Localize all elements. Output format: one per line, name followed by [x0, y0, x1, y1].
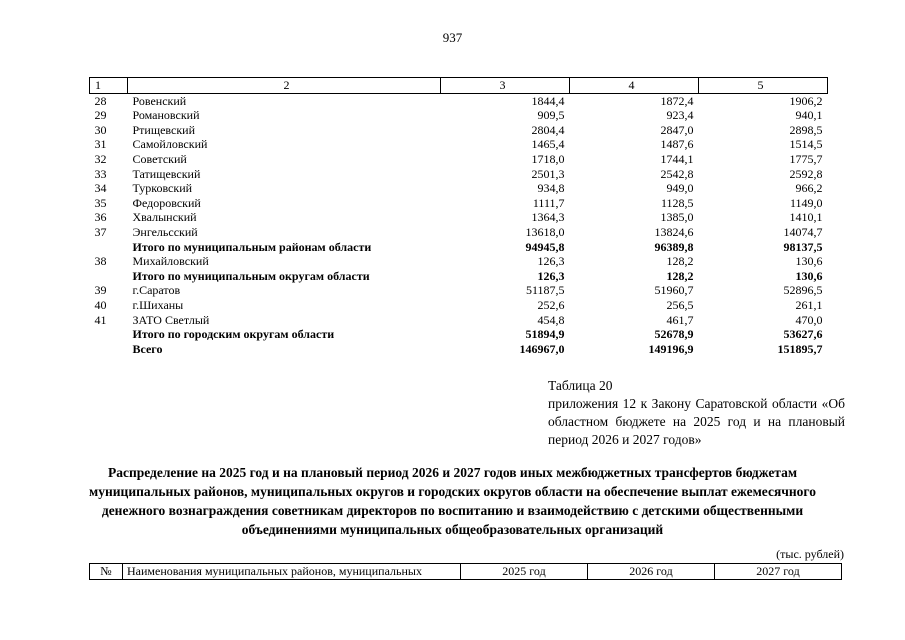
row-number: 34 — [94, 181, 107, 196]
value-2027: 14074,7 — [783, 224, 823, 239]
table-header-row — [90, 78, 828, 94]
col-2027-header: 2027 год — [715, 564, 842, 580]
value-2027: 52896,5 — [783, 283, 823, 298]
value-2026: 1128,5 — [660, 195, 694, 210]
row-name: Ртищевский — [132, 122, 196, 137]
row-number: 33 — [94, 166, 107, 181]
row-name: Турковский — [132, 181, 193, 196]
row-name: г.Саратов — [132, 283, 181, 298]
value-2026: 461,7 — [666, 312, 694, 327]
row-number — [90, 342, 128, 357]
table-row — [90, 137, 828, 152]
value-2027: 1514,5 — [789, 137, 823, 152]
value-2026: 1487,6 — [660, 137, 694, 152]
value-2025: 454,8 — [537, 312, 565, 327]
row-name: ЗАТО Светлый — [132, 312, 210, 327]
table-row — [90, 123, 828, 138]
value-2025: 1111,7 — [532, 195, 565, 210]
value-2027: 53627,6 — [783, 327, 823, 342]
value-2026: 13824,6 — [654, 224, 694, 239]
row-name: Михайловский — [132, 254, 209, 269]
value-2025: 1364,3 — [531, 210, 565, 225]
row-number: 32 — [94, 151, 107, 166]
row-number — [90, 327, 128, 342]
header-col-4: 4 — [570, 78, 699, 94]
value-2025: 126,3 — [537, 268, 565, 283]
table-total-row — [90, 342, 828, 357]
value-2025: 934,8 — [537, 181, 565, 196]
value-2026: 2542,8 — [660, 166, 694, 181]
value-2027: 1906,2 — [789, 93, 823, 108]
value-2027: 2898,5 — [789, 122, 823, 137]
table-total-row — [90, 327, 828, 342]
col-number-header: № — [90, 564, 123, 580]
table-row — [90, 196, 828, 211]
row-name: Самойловский — [132, 137, 208, 152]
col-2025-header: 2025 год — [461, 564, 588, 580]
value-2025: 146967,0 — [519, 341, 565, 356]
value-2027: 151895,7 — [777, 341, 823, 356]
second-table-header-row — [90, 564, 842, 580]
table-row — [90, 254, 828, 269]
value-2027: 1149,0 — [789, 195, 823, 210]
col-2026-header: 2026 год — [588, 564, 715, 580]
value-2027: 940,1 — [795, 108, 823, 123]
header-col-2: 2 — [128, 78, 441, 94]
table-total-row — [90, 269, 828, 284]
table-row — [90, 298, 828, 313]
value-2027: 98137,5 — [783, 239, 823, 254]
row-name: Ровенский — [132, 93, 187, 108]
table-body — [90, 93, 828, 356]
table-caption — [548, 377, 845, 449]
value-2026: 923,4 — [666, 108, 694, 123]
value-2027: 130,6 — [795, 254, 823, 269]
value-2025: 13618,0 — [525, 224, 565, 239]
value-2025: 51187,5 — [525, 283, 565, 298]
row-number: 29 — [94, 108, 107, 123]
value-2025: 909,5 — [537, 108, 565, 123]
row-number — [90, 240, 128, 255]
caption-title: Таблица 20 — [548, 378, 613, 393]
row-name: Хвалынский — [132, 210, 197, 225]
row-number: 39 — [94, 283, 107, 298]
value-2025: 252,6 — [537, 297, 565, 312]
row-name: Всего — [132, 341, 163, 356]
row-number: 30 — [94, 122, 107, 137]
second-table — [89, 563, 842, 580]
row-name: Итого по муниципальным округам области — [132, 268, 370, 283]
row-name: г.Шиханы — [132, 297, 184, 312]
page-number: 937 — [442, 30, 463, 45]
data-table — [89, 77, 828, 356]
row-number — [90, 269, 128, 284]
row-name: Татищевский — [132, 166, 201, 181]
value-2026: 2847,0 — [660, 122, 694, 137]
caption-body: приложения 12 к Закону Саратовской области «Об областном бюджете на 2025 год и на плановый период 2026 и 2027 годов» — [548, 396, 845, 447]
value-2027: 2592,8 — [789, 166, 823, 181]
row-number: 41 — [94, 312, 107, 327]
col-name-header: Наименования муниципальных районов, муниципальных — [123, 564, 461, 580]
table-row — [90, 181, 828, 196]
table-row — [90, 210, 828, 225]
value-2027: 1775,7 — [789, 151, 823, 166]
table-row — [90, 167, 828, 182]
value-2027: 470,0 — [795, 312, 823, 327]
units-label: (тыс. рублей) — [776, 547, 844, 561]
value-2026: 51960,7 — [654, 283, 694, 298]
value-2026: 52678,9 — [654, 327, 694, 342]
value-2026: 128,2 — [666, 254, 694, 269]
row-name: Советский — [132, 151, 187, 166]
value-2025: 1465,4 — [531, 137, 565, 152]
value-2027: 261,1 — [795, 297, 823, 312]
value-2027: 1410,1 — [789, 210, 823, 225]
header-col-1: 1 — [90, 78, 128, 94]
row-name: Федоровский — [132, 195, 201, 210]
value-2026: 256,5 — [666, 297, 694, 312]
value-2025: 2501,3 — [531, 166, 565, 181]
row-name: Романовский — [132, 108, 200, 123]
row-number: 35 — [94, 195, 107, 210]
table-row — [90, 313, 828, 328]
section-heading: Распределение на 2025 год и на плановый период 2026 и 2027 годов иных межбюджетных трансфертов бюджетам муниципальных районов, муниципальных округов и городских округов области на обеспечение выплат ежемесячного денежного вознаграждения советникам директоров по воспитанию и взаимодействию с детскими общественными объединениями муниципальных общеобразовательных организаций — [89, 465, 816, 537]
value-2025: 126,3 — [537, 254, 565, 269]
row-name: Энгельсский — [132, 224, 198, 239]
row-name: Итого по муниципальным районам области — [132, 239, 372, 254]
row-number: 40 — [94, 297, 107, 312]
value-2027: 130,6 — [795, 268, 823, 283]
row-number: 37 — [94, 224, 107, 239]
header-col-3: 3 — [441, 78, 570, 94]
value-2025: 51894,9 — [525, 327, 565, 342]
table-row — [90, 152, 828, 167]
value-2025: 94945,8 — [525, 239, 565, 254]
table-row — [90, 93, 828, 108]
row-name: Итого по городским округам области — [132, 327, 335, 342]
row-number: 31 — [94, 137, 107, 152]
value-2026: 128,2 — [666, 268, 694, 283]
value-2025: 1844,4 — [531, 93, 565, 108]
value-2026: 949,0 — [666, 181, 694, 196]
value-2026: 1385,0 — [660, 210, 694, 225]
value-2026: 1872,4 — [660, 93, 694, 108]
value-2026: 1744,1 — [660, 151, 694, 166]
value-2025: 1718,0 — [531, 151, 565, 166]
table-row — [90, 283, 828, 298]
table-row — [90, 108, 828, 123]
value-2026: 96389,8 — [654, 239, 694, 254]
value-2026: 149196,9 — [648, 341, 694, 356]
table-total-row — [90, 240, 828, 255]
value-2025: 2804,4 — [531, 122, 565, 137]
row-number: 28 — [94, 93, 107, 108]
header-col-5: 5 — [699, 78, 828, 94]
value-2027: 966,2 — [795, 181, 823, 196]
row-number: 38 — [94, 254, 107, 269]
row-number: 36 — [94, 210, 107, 225]
table-row — [90, 225, 828, 240]
